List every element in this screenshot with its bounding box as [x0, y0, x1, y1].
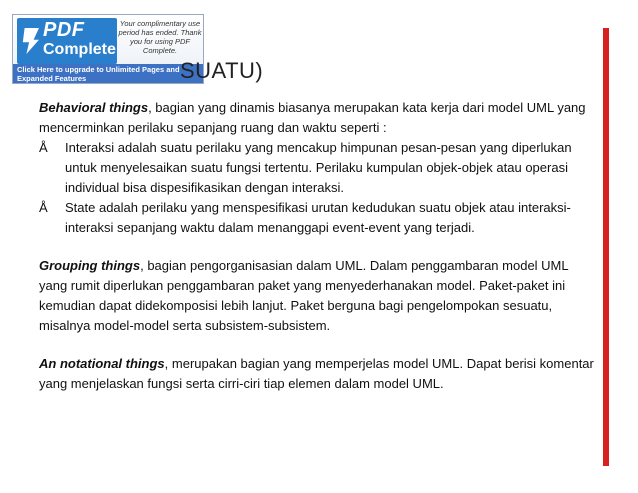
- upgrade-link[interactable]: Click Here to upgrade to Unlimited Pages and Expanded Features: [13, 64, 203, 84]
- lightning-icon: [21, 28, 39, 54]
- grouping-lead: Grouping things: [39, 258, 141, 273]
- bullet-item: [39, 138, 595, 198]
- logo-pdf-text: PDF: [43, 19, 85, 41]
- bullet-item: [39, 198, 595, 238]
- logo-complete-text: Complete: [43, 41, 116, 58]
- grouping-paragraph: [39, 256, 595, 336]
- behavioral-text: , bagian yang dinamis biasanya merupakan kata kerja dari model UML yang mencerminkan perilaku sepanjang ruang dan waktu seperti :: [39, 100, 586, 135]
- behavioral-paragraph: [39, 98, 595, 138]
- notational-text: , merupakan bagian yang memperjelas model UML. Dapat berisi komentar yang menjelaskan fungsi serta cirri-ciri tiap elemen dalam model UML.: [39, 356, 594, 391]
- bullet-text: Interaksi adalah suatu perilaku yang mencakup himpunan pesan-pesan yang diperlukan untuk menyelesaikan suatu fungsi tertentu. Perilaku kumpulan objek-objek atau operasi individual bisa dispesifikasikan dengan interaksi.: [65, 140, 572, 195]
- notational-lead: An notational things: [39, 356, 165, 371]
- banner-message: Your complimentary use period has ended. Thank you for using PDF Complete.: [118, 19, 202, 55]
- slide-title: SUATU): [180, 58, 264, 83]
- slide-body: [39, 98, 595, 394]
- pdf-complete-logo: [17, 18, 117, 64]
- behavioral-lead: Behavioral things: [39, 100, 149, 115]
- accent-bar: [603, 28, 609, 466]
- bullet-marker: Å: [39, 140, 48, 155]
- grouping-text: , bagian pengorganisasian dalam UML. Dalam penggambaran model UML yang rumit diperlukan penggambaran paket yang menyederhanakan model. Paket-paket ini kemudian dapat didekomposisi lebih lanjut. Paket berguna bagi pengelompokan sesuatu, misalnya model-model serta subsistem-subsistem.: [39, 258, 569, 333]
- bullet-text: State adalah perilaku yang menspesifikasi urutan kedudukan suatu objek atau interaksi-interaksi sepanjang waktu dalam menanggapi event-event yang terjadi.: [65, 200, 571, 235]
- bullet-marker: Å: [39, 200, 48, 215]
- notational-paragraph: [39, 354, 595, 394]
- pdf-complete-banner[interactable]: [12, 14, 204, 84]
